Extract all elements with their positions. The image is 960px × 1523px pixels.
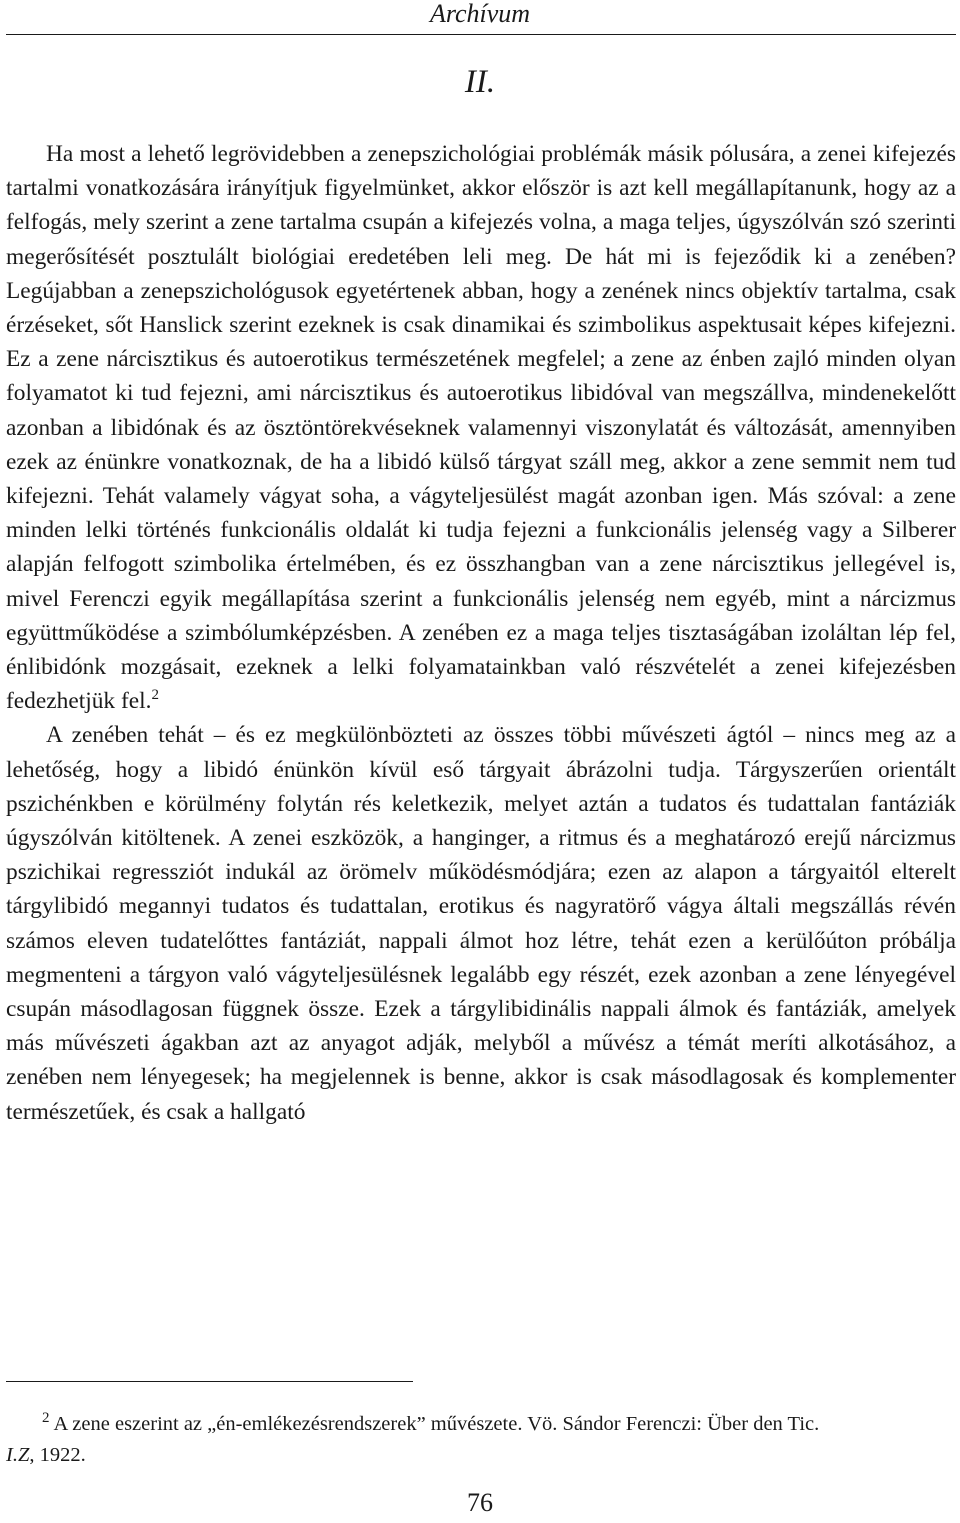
header-rule <box>6 34 956 35</box>
footnote-text: A zene eszerint az „én-emlékezésrendszerek” művészete. Vö. Sándor Ferenczi: Über den Tic. <box>53 1413 820 1435</box>
section-title: II. <box>464 64 496 100</box>
paragraph-1 <box>6 137 956 718</box>
running-head: Archívum <box>429 0 531 28</box>
footnote-number: 2 <box>42 1410 50 1427</box>
paragraph-2-text: A zenében tehát – és ez megkülönbözteti az összes többi művészeti ágtól – nincs meg az a lehetőség, hogy a libidó énünkön kívül eső tárgyait ábrázolni tudja. Tárgyszerűen orientált pszichénkben e körülmény folytán rés keletkezik, melyet aztán a tudatos és tudattalan fantáziák úgyszólván kitöltenek. A zenei eszközök, a hanginger, a ritmus és a meghatározó erejű nárcizmus pszichikai regressziót indukál az örömelv működésmódjára; ezen az alapon a tárgyaitól elterelt tárgylibidó megannyi tudatos és tudattalan, erotikus és nagyratörő vágya általi megszállás révén számos eleven tudatelőttes fantáziát, nappali álmot hoz létre, tehát ezen a kerülőúton próbálja megmenteni a tárgyon való vágyteljesülésnek legalább egy részét, ezek azonban a zene lényegével csupán másodlagosan függnek össze. Ezek a tárgylibidinális nappali álmok és fantáziák, amelyek más művészeti ágakban azt az anyagot adják, melyből a művész a témát meríti alkotásához, a zenében nem lényegesek; ha megjelennek is benne, akkor is csak másodlagosak és komplementer természetűek, és csak a hallgató <box>6 722 956 1125</box>
page-number: 76 <box>467 1488 493 1517</box>
footnote-rule <box>6 1381 413 1382</box>
footnote-citation-rest: , 1922. <box>29 1444 86 1466</box>
footnote <box>6 1409 956 1471</box>
paragraph-2 <box>6 718 956 1128</box>
footnote-reference[interactable]: 2 <box>151 687 159 704</box>
footnote-citation-italic: I.Z <box>6 1444 30 1466</box>
paragraph-1-text: Ha most a lehető legrövidebben a zenepszichológiai problémák másik pólusára, a zenei kifejezés tartalmi vonatkozására irányítjuk figyelmünket, akkor először is azt kell megállapítanunk, hogy az a felfogás, mely szerint a zene tartalma csupán a kifejezés volna, a maga teljes, úgyszólván szó szerinti megerősítését posztulált biológiai eredetében leli meg. De hát mi is fejeződik ki a zenében? Legújabban a zenepszichológusok egyetértenek abban, hogy a zenének nincs objektív tartalma, csak érzéseket, sőt Hanslick szerint ezeknek is csak dinamikai és szimbolikus aspektusait képes kifejezni. Ez a zene nárcisztikus és autoerotikus természetének megfelel; a zene az énben zajló minden olyan folyamatot ki tud fejezni, ami nárcisztikus és autoerotikus libidóval van megszállva, mindenekelőtt azonban a libidónak és az ösztöntörekvéseknek valamennyi viszonylatát és változását, amennyiben ezek az énünkre vonatkoznak, de ha a libidó külső tárgyat száll meg, akkor a zene semmit nem tud kifejezni. Tehát valamely vágyat soha, a vágyteljesülést magát azonban igen. Más szóval: a zene minden lelki történés funkcionális oldalát ki tudja fejezni a funkcionális jelenség vagy a Silberer alapján felfogott szimbolika értelmében, és ez összhangban van a zene nárcisztikus jellegével is, mivel Ferenczi egyik megállapítása szerint a funkcionális jelenség nem egyéb, mint a nárcizmus együttműködése a szimbólumképzésben. A zenében ez a maga teljes tisztaságában izoláltan lép fel, énlibidónk mozgásait, ezeknek a lelki folyamatainkban való részvételét a zenei kifejezésben fedezhetjük fel. <box>6 141 956 715</box>
body-text <box>6 137 956 1129</box>
